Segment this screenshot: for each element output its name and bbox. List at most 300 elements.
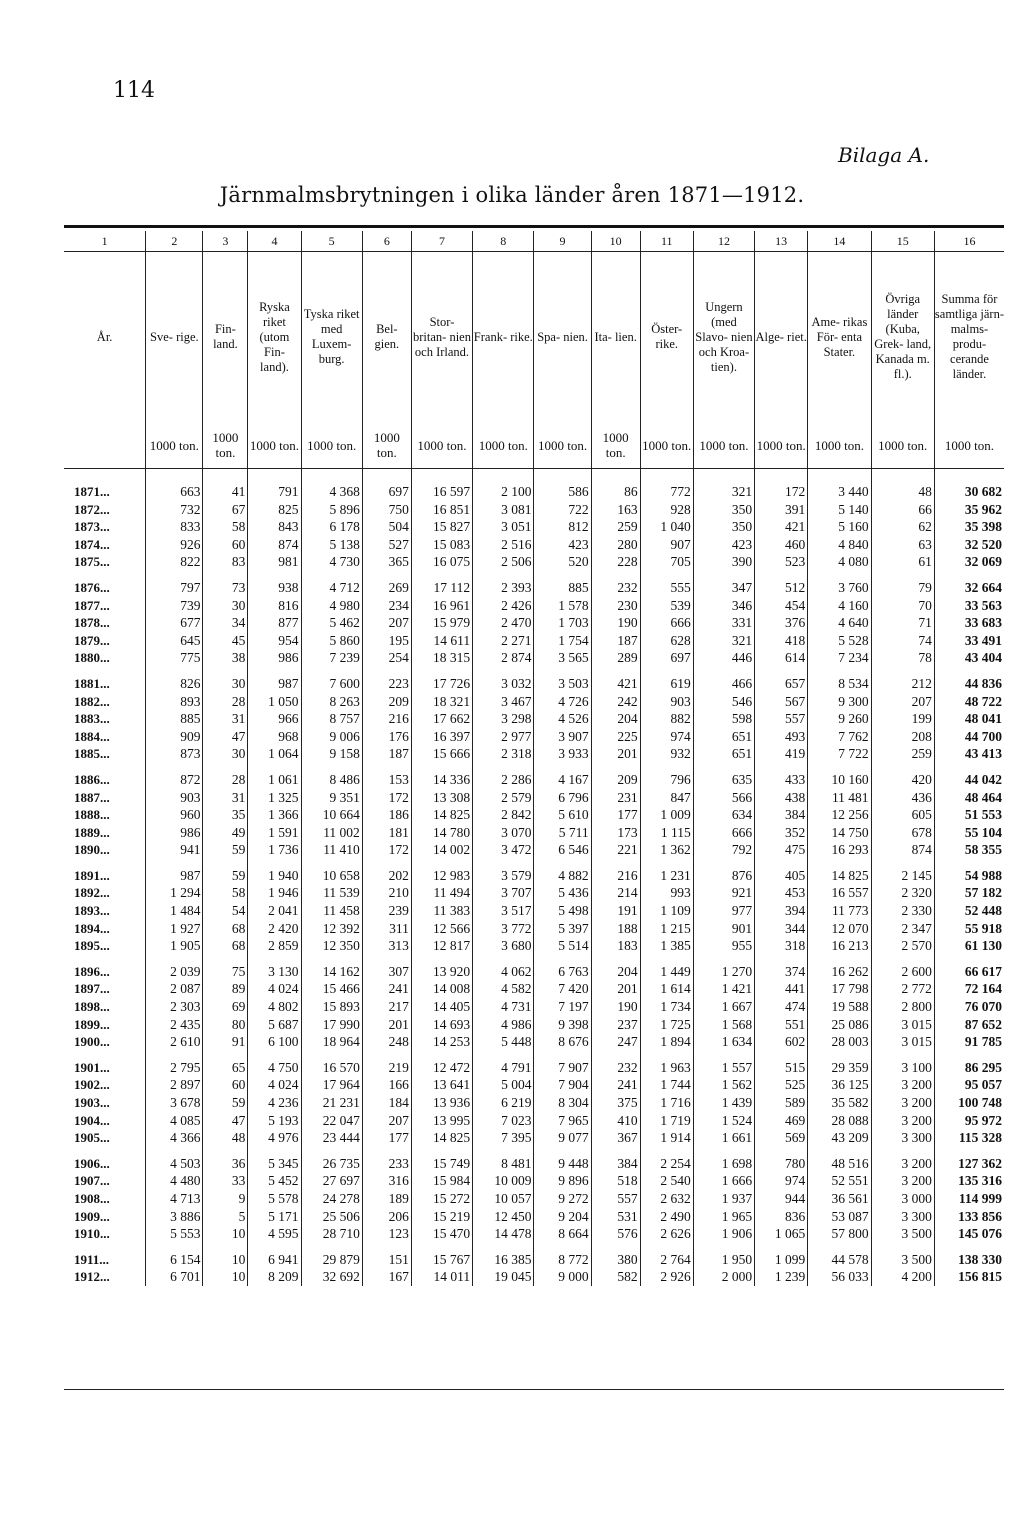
value-cell: 195	[362, 632, 411, 650]
value-cell: 48 516	[808, 1155, 871, 1173]
separator-cell	[411, 955, 472, 963]
value-cell: 5 498	[534, 902, 591, 920]
value-cell: 1 725	[640, 1016, 693, 1034]
value-cell: 475	[755, 841, 808, 859]
value-cell: 78	[871, 649, 934, 667]
value-cell: 628	[640, 632, 693, 650]
separator-cell	[693, 1147, 754, 1155]
value-cell: 1 736	[248, 841, 301, 859]
value-cell: 557	[591, 1190, 640, 1208]
value-cell: 3 517	[473, 902, 534, 920]
value-cell: 634	[693, 806, 754, 824]
separator-cell	[362, 859, 411, 867]
value-cell: 47	[203, 728, 248, 746]
value-cell: 4 480	[146, 1172, 203, 1190]
column-header: Spa- nien.	[534, 252, 591, 423]
value-cell: 678	[871, 824, 934, 842]
value-cell: 254	[362, 649, 411, 667]
value-cell: 2 271	[473, 632, 534, 650]
value-cell: 7 907	[534, 1059, 591, 1077]
value-cell: 2 303	[146, 998, 203, 1016]
value-cell: 59	[203, 1094, 248, 1112]
value-cell: 955	[693, 937, 754, 955]
value-cell: 1 744	[640, 1076, 693, 1094]
value-cell: 2 470	[473, 614, 534, 632]
value-cell: 14 011	[411, 1268, 472, 1286]
group-separator	[64, 955, 1004, 963]
value-cell: 15 666	[411, 745, 472, 763]
value-cell: 843	[248, 518, 301, 536]
separator-cell	[934, 1243, 1004, 1251]
value-cell: 52 551	[808, 1172, 871, 1190]
value-cell: 57 800	[808, 1225, 871, 1243]
value-cell: 166	[362, 1076, 411, 1094]
separator-cell	[755, 1243, 808, 1251]
value-cell: 36 561	[808, 1190, 871, 1208]
column-header: Övriga länder (Kuba, Grek- land, Kanada m. fl.).	[871, 252, 934, 423]
separator-cell	[693, 667, 754, 675]
value-cell: 954	[248, 632, 301, 650]
table-row	[64, 632, 1004, 650]
value-cell: 280	[591, 536, 640, 554]
value-cell: 12 983	[411, 867, 472, 885]
column-number: 12	[693, 231, 754, 252]
value-cell: 237	[591, 1016, 640, 1034]
value-cell: 14 405	[411, 998, 472, 1016]
value-cell: 207	[871, 693, 934, 711]
value-cell: 605	[871, 806, 934, 824]
value-cell: 523	[755, 553, 808, 571]
value-cell: 847	[640, 789, 693, 807]
value-cell: 4 080	[808, 553, 871, 571]
value-cell: 32 692	[301, 1268, 362, 1286]
separator-cell	[248, 571, 301, 579]
value-cell: 977	[693, 902, 754, 920]
total-cell: 100 748	[958, 1095, 1002, 1110]
spacer-cell	[203, 469, 248, 484]
value-cell: 1 557	[693, 1059, 754, 1077]
separator-cell	[640, 1147, 693, 1155]
value-cell: 14 253	[411, 1033, 472, 1051]
spacer-cell	[640, 469, 693, 484]
value-cell: 10 160	[808, 771, 871, 789]
spacer-cell	[473, 469, 534, 484]
value-cell: 376	[755, 614, 808, 632]
separator-cell	[203, 1243, 248, 1251]
total-cell: 61 130	[964, 938, 1002, 954]
separator-cell	[808, 667, 871, 675]
value-cell: 525	[755, 1076, 808, 1094]
value-cell: 546	[693, 693, 754, 711]
value-cell: 2 320	[871, 884, 934, 902]
value-cell: 69	[203, 998, 248, 1016]
value-cell: 6 546	[534, 841, 591, 859]
total-cell: 57 182	[964, 885, 1002, 901]
value-cell: 12 392	[301, 920, 362, 938]
value-cell: 6 941	[248, 1251, 301, 1269]
total-cell: 95 057	[964, 1077, 1002, 1093]
total-cell: 86 295	[964, 1059, 1002, 1075]
value-cell: 1 703	[534, 614, 591, 632]
value-cell: 60	[203, 1076, 248, 1094]
value-cell: 2 254	[640, 1155, 693, 1173]
separator-cell	[146, 955, 203, 963]
year-cell: 1878...	[64, 614, 146, 632]
value-cell: 7 965	[534, 1112, 591, 1130]
value-cell: 1 009	[640, 806, 693, 824]
separator-cell	[755, 955, 808, 963]
value-cell: 219	[362, 1059, 411, 1077]
separator-cell	[146, 667, 203, 675]
value-cell: 3 772	[473, 920, 534, 938]
value-cell: 3 032	[473, 675, 534, 693]
total-cell: 135 316	[958, 1173, 1002, 1189]
column-number: 5	[301, 231, 362, 252]
value-cell: 45	[203, 632, 248, 650]
value-cell: 35 582	[808, 1094, 871, 1112]
value-cell: 10	[203, 1225, 248, 1243]
value-cell: 4 368	[301, 483, 362, 501]
value-cell: 8 534	[808, 675, 871, 693]
year-cell: 1881...	[64, 675, 146, 693]
value-cell: 230	[591, 597, 640, 615]
table-row	[64, 693, 1004, 711]
value-cell: 11 002	[301, 824, 362, 842]
column-number: 1	[64, 231, 146, 252]
value-cell: 190	[591, 614, 640, 632]
value-cell: 18 964	[301, 1033, 362, 1051]
separator-cell	[362, 1243, 411, 1251]
separator-cell	[473, 859, 534, 867]
value-cell: 6 796	[534, 789, 591, 807]
value-cell: 1 484	[146, 902, 203, 920]
value-cell: 375	[591, 1094, 640, 1112]
value-cell: 986	[146, 824, 203, 842]
value-cell: 15 767	[411, 1251, 472, 1269]
separator-cell	[146, 571, 203, 579]
year-cell: 1891...	[64, 867, 146, 885]
table-row	[64, 649, 1004, 667]
total-cell: 44 836	[964, 675, 1002, 691]
value-cell: 1 366	[248, 806, 301, 824]
separator-cell	[248, 955, 301, 963]
value-cell: 515	[755, 1059, 808, 1077]
year-cell: 1877...	[64, 597, 146, 615]
value-cell: 5 514	[534, 937, 591, 955]
year-cell: 1904...	[64, 1112, 146, 1130]
value-cell: 569	[755, 1129, 808, 1147]
separator-cell	[248, 763, 301, 771]
value-cell: 6 701	[146, 1268, 203, 1286]
separator-cell	[693, 955, 754, 963]
value-cell: 242	[591, 693, 640, 711]
value-cell: 567	[755, 693, 808, 711]
value-cell: 212	[871, 675, 934, 693]
value-cell: 903	[640, 693, 693, 711]
value-cell: 5 436	[534, 884, 591, 902]
value-cell: 3 500	[871, 1251, 934, 1269]
value-cell: 9 158	[301, 745, 362, 763]
separator-cell	[640, 571, 693, 579]
separator-cell	[871, 667, 934, 675]
value-cell: 2 772	[871, 980, 934, 998]
value-cell: 438	[755, 789, 808, 807]
value-cell: 15 083	[411, 536, 472, 554]
spacer-cell	[755, 469, 808, 484]
separator-cell	[934, 955, 1004, 963]
year-cell: 1909...	[64, 1208, 146, 1226]
value-cell: 1 231	[640, 867, 693, 885]
value-cell: 16 293	[808, 841, 871, 859]
total-cell: 44 042	[964, 771, 1002, 787]
value-cell: 232	[591, 1059, 640, 1077]
value-cell: 58	[203, 884, 248, 902]
value-cell: 14 693	[411, 1016, 472, 1034]
value-cell: 75	[203, 963, 248, 981]
value-cell: 602	[755, 1033, 808, 1051]
separator-cell	[640, 1051, 693, 1059]
value-cell: 2 626	[640, 1225, 693, 1243]
separator-cell	[411, 1243, 472, 1251]
value-cell: 33	[203, 1172, 248, 1190]
year-cell: 1906...	[64, 1155, 146, 1173]
unit-cell-empty	[64, 422, 146, 469]
value-cell: 645	[146, 632, 203, 650]
value-cell: 15 979	[411, 614, 472, 632]
value-cell: 1 937	[693, 1190, 754, 1208]
value-cell: 347	[693, 579, 754, 597]
value-cell: 677	[146, 614, 203, 632]
value-cell: 191	[591, 902, 640, 920]
column-header: Alge- riet.	[755, 252, 808, 423]
value-cell: 11 481	[808, 789, 871, 807]
value-cell: 7 239	[301, 649, 362, 667]
value-cell: 4 731	[473, 998, 534, 1016]
year-cell: 1876...	[64, 579, 146, 597]
value-cell: 666	[693, 824, 754, 842]
value-cell: 9 006	[301, 728, 362, 746]
year-cell: 1902...	[64, 1076, 146, 1094]
value-cell: 10 009	[473, 1172, 534, 1190]
value-cell: 4 712	[301, 579, 362, 597]
value-cell: 9 260	[808, 710, 871, 728]
total-cell: 48 722	[964, 693, 1002, 709]
value-cell: 11 773	[808, 902, 871, 920]
separator-cell	[755, 859, 808, 867]
total-cell: 52 448	[964, 903, 1002, 919]
separator-cell	[871, 955, 934, 963]
value-cell: 1 965	[693, 1208, 754, 1226]
value-cell: 1 362	[640, 841, 693, 859]
value-cell: 589	[755, 1094, 808, 1112]
value-cell: 21 231	[301, 1094, 362, 1112]
separator-cell	[534, 763, 591, 771]
table-row	[64, 553, 1004, 571]
column-header: Fin- land.	[203, 252, 248, 423]
value-cell: 3 200	[871, 1172, 934, 1190]
value-cell: 13 920	[411, 963, 472, 981]
total-cell: 48 041	[964, 711, 1002, 727]
value-cell: 6 154	[146, 1251, 203, 1269]
value-cell: 5 553	[146, 1225, 203, 1243]
value-cell: 7 234	[808, 649, 871, 667]
value-cell: 893	[146, 693, 203, 711]
value-cell: 780	[755, 1155, 808, 1173]
year-cell: 1910...	[64, 1225, 146, 1243]
value-cell: 60	[203, 536, 248, 554]
value-cell: 1 946	[248, 884, 301, 902]
value-cell: 1 215	[640, 920, 693, 938]
value-cell: 3 298	[473, 710, 534, 728]
separator-cell	[871, 1147, 934, 1155]
value-cell: 5 528	[808, 632, 871, 650]
total-cell: 66 617	[964, 963, 1002, 979]
value-cell: 5 171	[248, 1208, 301, 1226]
value-cell: 62	[871, 518, 934, 536]
separator-cell	[693, 1051, 754, 1059]
value-cell: 4 024	[248, 980, 301, 998]
separator-cell	[591, 859, 640, 867]
value-cell: 1 905	[146, 937, 203, 955]
value-cell: 16 961	[411, 597, 472, 615]
column-header: Stor- britan- nien och Irland.	[411, 252, 472, 423]
value-cell: 247	[591, 1033, 640, 1051]
value-cell: 374	[755, 963, 808, 981]
separator-cell	[301, 1243, 362, 1251]
value-cell: 4 085	[146, 1112, 203, 1130]
value-cell: 221	[591, 841, 640, 859]
separator-cell	[534, 955, 591, 963]
value-cell: 3 100	[871, 1059, 934, 1077]
value-cell: 2 977	[473, 728, 534, 746]
value-cell: 10 057	[473, 1190, 534, 1208]
value-cell: 405	[755, 867, 808, 885]
value-cell: 11 539	[301, 884, 362, 902]
value-cell: 2 859	[248, 937, 301, 955]
value-cell: 5 345	[248, 1155, 301, 1173]
year-cell: 1897...	[64, 980, 146, 998]
value-cell: 9 272	[534, 1190, 591, 1208]
value-cell: 2 540	[640, 1172, 693, 1190]
value-cell: 3 907	[534, 728, 591, 746]
separator-cell	[203, 859, 248, 867]
value-cell: 598	[693, 710, 754, 728]
separator-cell	[808, 1051, 871, 1059]
value-cell: 651	[693, 745, 754, 763]
value-cell: 16 075	[411, 553, 472, 571]
separator-cell	[473, 667, 534, 675]
column-number: 10	[591, 231, 640, 252]
separator-cell	[473, 1147, 534, 1155]
value-cell: 938	[248, 579, 301, 597]
value-cell: 9 300	[808, 693, 871, 711]
separator-cell	[248, 1243, 301, 1251]
value-cell: 885	[534, 579, 591, 597]
value-cell: 1 065	[755, 1225, 808, 1243]
value-cell: 1 614	[640, 980, 693, 998]
value-cell: 318	[755, 937, 808, 955]
value-cell: 3 579	[473, 867, 534, 885]
total-cell: 30 682	[964, 484, 1002, 499]
separator-cell	[640, 763, 693, 771]
value-cell: 14 008	[411, 980, 472, 998]
value-cell: 1 906	[693, 1225, 754, 1243]
table-row	[64, 920, 1004, 938]
value-cell: 17 726	[411, 675, 472, 693]
value-cell: 25 086	[808, 1016, 871, 1034]
value-cell: 18 315	[411, 649, 472, 667]
value-cell: 391	[755, 501, 808, 519]
value-cell: 365	[362, 553, 411, 571]
value-cell: 2 764	[640, 1251, 693, 1269]
value-cell: 3 130	[248, 963, 301, 981]
column-header: Bel- gien.	[362, 252, 411, 423]
total-cell: 54 988	[964, 867, 1002, 883]
separator-cell	[473, 1051, 534, 1059]
value-cell: 181	[362, 824, 411, 842]
table-title: Järnmalmsbrytningen i olika länder åren 1871—1912.	[219, 183, 805, 207]
total-cell: 145 076	[958, 1226, 1002, 1242]
column-header: Ungern (med Slavo- nien och Kroa- tien).	[693, 252, 754, 423]
separator-cell	[203, 763, 248, 771]
value-cell: 47	[203, 1112, 248, 1130]
value-cell: 2 393	[473, 579, 534, 597]
separator-cell	[808, 955, 871, 963]
unit-cell: 1000 ton.	[534, 422, 591, 469]
separator-cell	[64, 1051, 146, 1059]
value-cell: 666	[640, 614, 693, 632]
value-cell: 901	[693, 920, 754, 938]
value-cell: 151	[362, 1251, 411, 1269]
spacer-cell	[64, 469, 146, 484]
total-cell: 114 999	[958, 1190, 1002, 1206]
value-cell: 796	[640, 771, 693, 789]
value-cell: 384	[591, 1155, 640, 1173]
value-cell: 1 591	[248, 824, 301, 842]
value-cell: 968	[248, 728, 301, 746]
value-cell: 4 976	[248, 1129, 301, 1147]
total-cell: 76 070	[964, 999, 1002, 1015]
value-cell: 9 077	[534, 1129, 591, 1147]
value-cell: 225	[591, 728, 640, 746]
separator-cell	[808, 1147, 871, 1155]
value-cell: 41	[203, 483, 248, 501]
value-cell: 722	[534, 501, 591, 519]
value-cell: 4 582	[473, 980, 534, 998]
value-cell: 59	[203, 867, 248, 885]
value-cell: 163	[591, 501, 640, 519]
value-cell: 775	[146, 649, 203, 667]
value-cell: 71	[871, 614, 934, 632]
value-cell: 86	[591, 483, 640, 501]
value-cell: 446	[693, 649, 754, 667]
spacer-cell	[871, 469, 934, 484]
value-cell: 2 800	[871, 998, 934, 1016]
value-cell: 1 940	[248, 867, 301, 885]
value-cell: 289	[591, 649, 640, 667]
value-cell: 4 980	[301, 597, 362, 615]
separator-cell	[203, 571, 248, 579]
value-cell: 926	[146, 536, 203, 554]
value-cell: 31	[203, 710, 248, 728]
separator-cell	[591, 667, 640, 675]
value-cell: 2 286	[473, 771, 534, 789]
separator-cell	[301, 763, 362, 771]
separator-cell	[755, 1051, 808, 1059]
value-cell: 907	[640, 536, 693, 554]
separator-cell	[591, 571, 640, 579]
value-cell: 12 350	[301, 937, 362, 955]
